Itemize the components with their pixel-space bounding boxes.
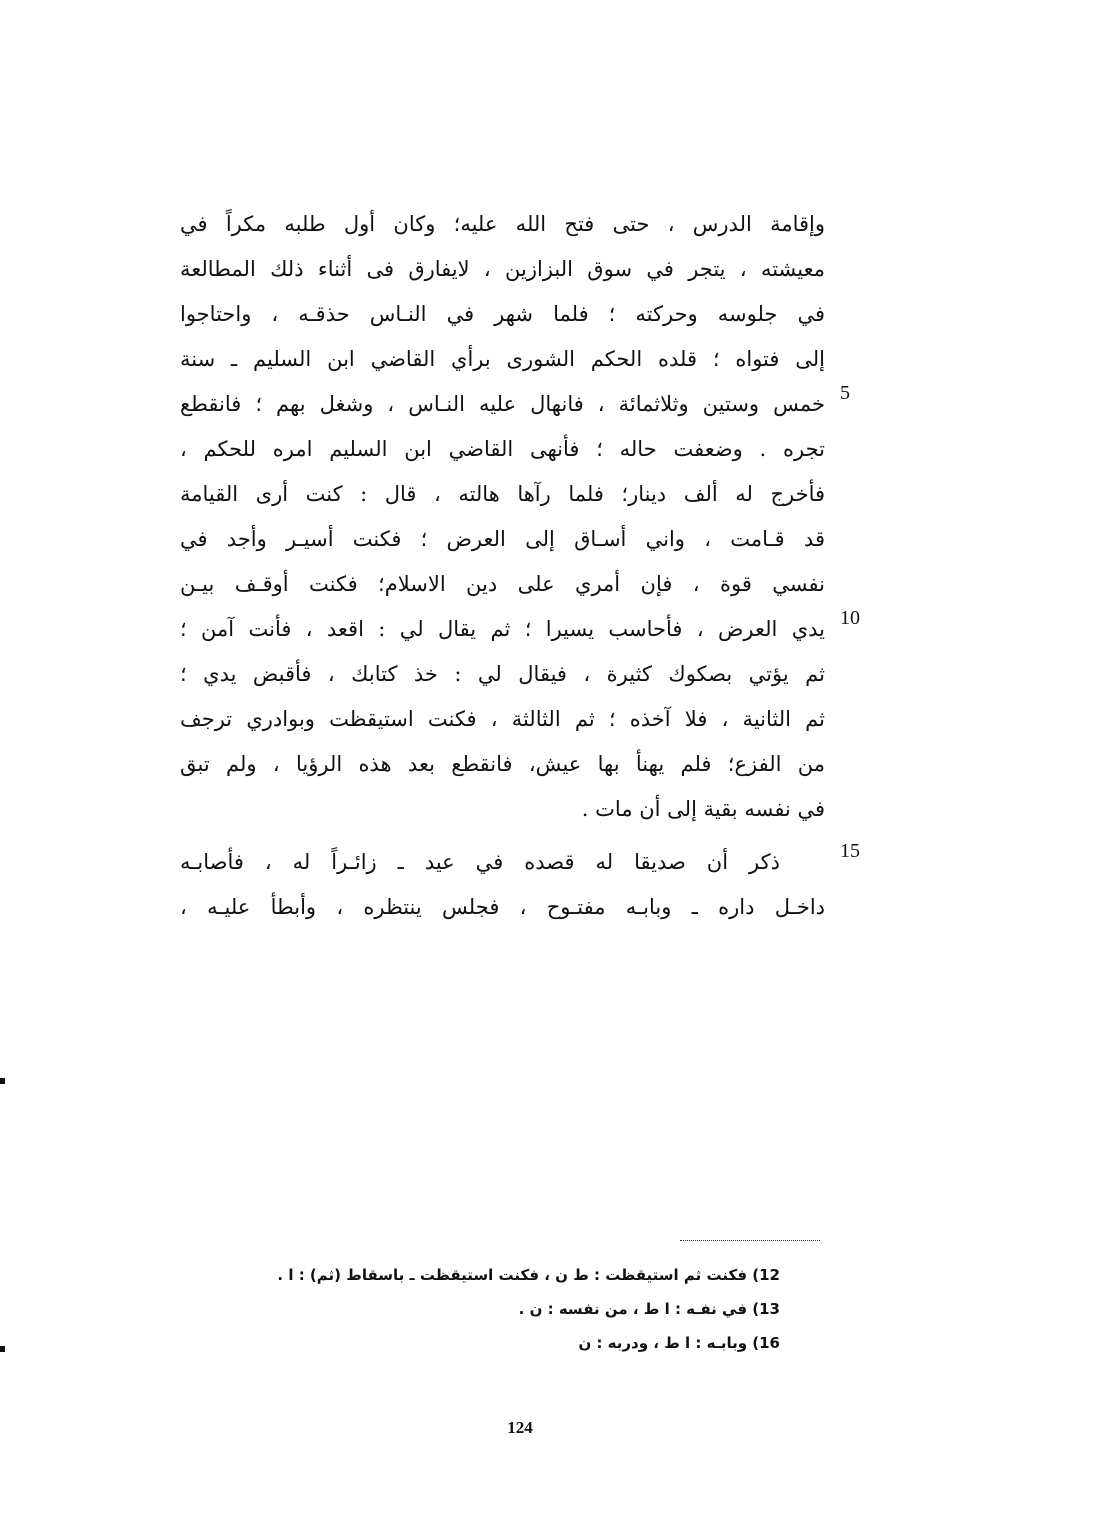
text-line: معيشته ، يتجر في سوق البزازين ، لايفارق فى أثناء ذلك المطالعة: [180, 257, 825, 281]
footnote: 12) فكنت ثم استيقظت : ط ن ، فكنت استيقظت ـ باسقاط (ثم) : ا .: [277, 1266, 780, 1284]
text-line: من الفزع؛ فلم يهنأ بها عيش، فانقطع بعد هذه الرؤيا ، ولم تبق: [180, 752, 825, 776]
text-line: ذكر أن صديقا له قصده في عيد ـ زائـراً له ، فأصابـه: [180, 850, 780, 874]
footnotes: [180, 1258, 780, 1360]
text-line: إلى فتواه ؛ قلده الحكم الشورى برأي القاضي ابن السليم ـ سنة: [180, 347, 825, 371]
footnote-separator: [680, 1240, 820, 1241]
line-number: 15: [840, 840, 860, 862]
footnote: 13) في نفـه : ا ط ، من نفسه : ن .: [518, 1300, 780, 1318]
page-number: 124: [507, 1418, 533, 1437]
main-text: [180, 202, 825, 930]
footnote: 16) وبابـه : ا ط ، ودربه : ن: [578, 1334, 780, 1352]
text-line: قد قـامت ، واني أسـاق إلى العرض ؛ فكنت أسيـر وأجد في: [180, 527, 825, 551]
scan-mark: [0, 1346, 5, 1352]
text-line: ثم الثانية ، فلا آخذه ؛ ثم الثالثة ، فكنت استيقظت وبوادري ترجف: [180, 707, 825, 731]
text-line: داخـل داره ـ وبابـه مفتـوح ، فجلس ينتظره ، وأبطأ عليـه ،: [180, 895, 825, 919]
text-line: في جلوسه وحركته ؛ فلما شهر في النـاس حذقـه ، واحتاجوا: [180, 302, 825, 326]
text-line: في نفسه بقية إلى أن مات .: [581, 797, 825, 821]
text-line: خمس وستين وثلاثمائة ، فانهال عليه النـاس ، وشغل بهم ؛ فانقطع: [180, 392, 825, 416]
text-line: يدي العرض ، فأحاسب يسيرا ؛ ثم يقال لي : اقعد ، فأنت آمن ؛: [180, 617, 825, 641]
line-number: 5: [840, 382, 850, 404]
text-line: وإقامة الدرس ، حتى فتح الله عليه؛ وكان أول طلبه مكراً في: [180, 212, 825, 236]
scan-mark: [0, 1078, 5, 1084]
line-number: 10: [840, 607, 860, 629]
text-line: نفسي قوة ، فإن أمري على دين الاسلام؛ فكنت أوقـف بيـن: [180, 572, 825, 596]
text-line: تجره . وضعفت حاله ؛ فأنهى القاضي ابن السليم امره للحكم ،: [180, 437, 825, 461]
text-line: فأخرج له ألف دينار؛ فلما رآها هالته ، قال : كنت أرى القيامة: [180, 482, 825, 506]
text-line: ثم يؤتي بصكوك كثيرة ، فيقال لي : خذ كتابك ، فأقبض يدي ؛: [180, 662, 825, 686]
